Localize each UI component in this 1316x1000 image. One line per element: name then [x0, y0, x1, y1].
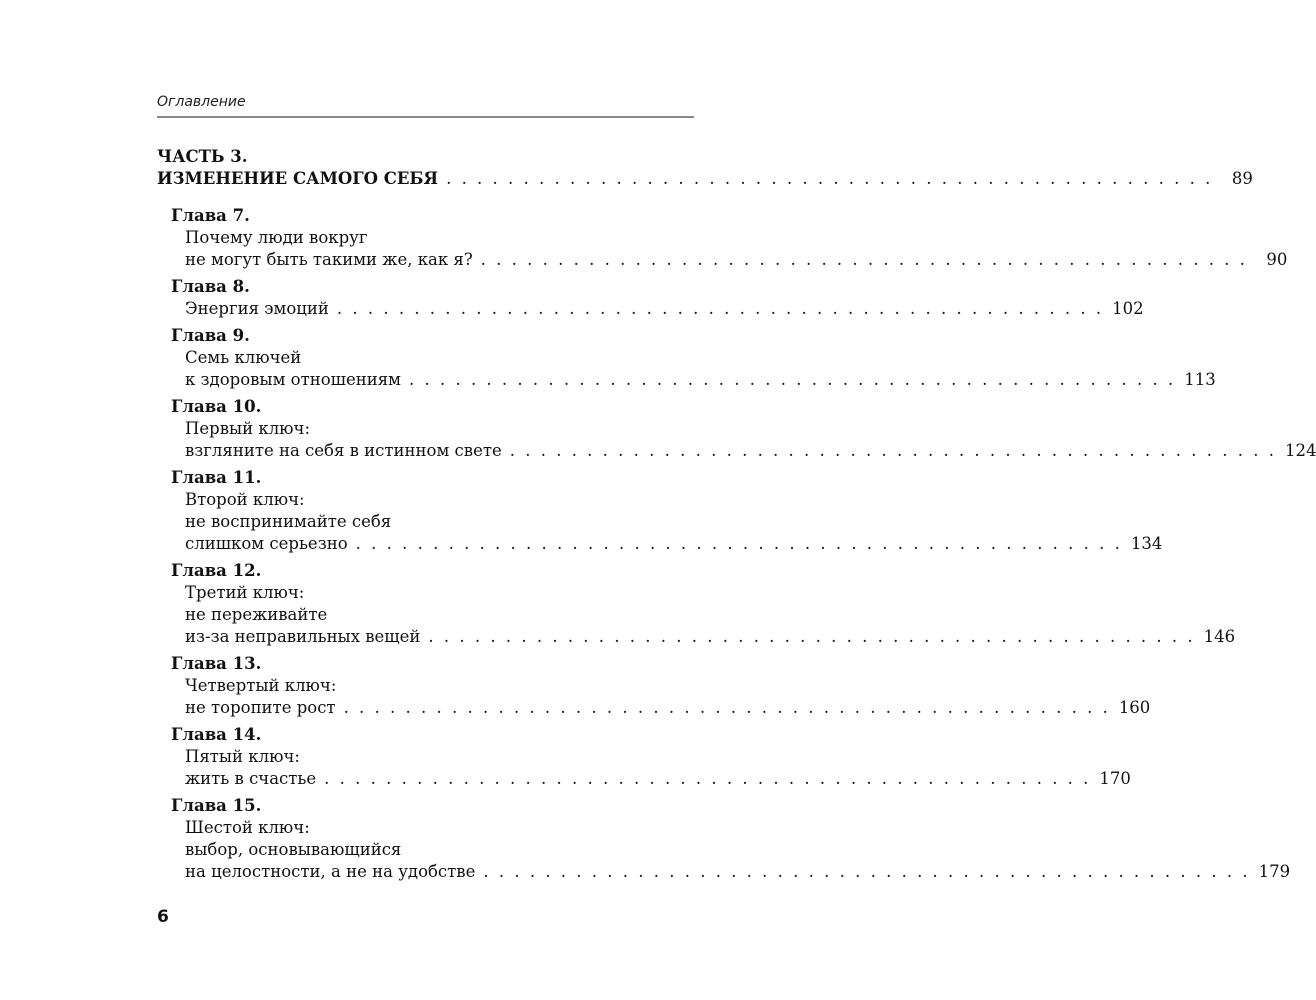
part-label: ЧАСТЬ 3.	[157, 147, 248, 166]
chapter-label: Глава 15.	[171, 796, 262, 815]
dot-leader: . . . . . . . . . . . . . . . . . . . . . . . . . . . . . . . . . . . . . . . . . . . . . . . . . .	[355, 534, 1123, 553]
chapter-page-number: 160	[1118, 698, 1151, 717]
folio-page-number: 6	[157, 907, 169, 927]
chapter-title-line	[185, 768, 1131, 790]
chapter-title-line	[185, 369, 1216, 391]
chapter-label: Глава 12.	[171, 561, 262, 580]
chapter-entry	[171, 795, 1291, 883]
part-entry	[157, 146, 1253, 190]
chapter-title-text: из-за неправильных вещей	[185, 627, 421, 646]
table-of-contents	[157, 146, 1316, 888]
chapter-title-line	[185, 249, 1288, 271]
chapter-title-line: Пятый ключ:	[185, 747, 300, 766]
chapter-entry	[171, 396, 1316, 462]
chapter-title-text: не могут быть такими же, как я?	[185, 250, 473, 269]
chapter-title-text: не торопите рост	[185, 698, 336, 717]
chapter-title-line	[185, 626, 1236, 648]
chapter-title-line: выбор, основывающийся	[185, 840, 402, 859]
chapter-entry	[171, 724, 1131, 790]
chapter-title-line: Семь ключей	[185, 348, 302, 367]
chapter-title-line: Первый ключ:	[185, 419, 311, 438]
chapter-label: Глава 14.	[171, 725, 262, 744]
chapter-label: Глава 10.	[171, 397, 262, 416]
chapter-title	[185, 418, 1316, 462]
chapter-title	[185, 489, 1163, 555]
chapter-label: Глава 13.	[171, 654, 262, 673]
dot-leader: . . . . . . . . . . . . . . . . . . . . . . . . . . . . . . . . . . . . . . . . . . . . . . . . . .	[428, 627, 1196, 646]
chapter-title-line: Почему люди вокруг	[185, 228, 368, 247]
chapter-label: Глава 8.	[171, 277, 250, 296]
chapter-page-number: 113	[1184, 370, 1216, 389]
chapter-title	[185, 817, 1291, 883]
chapter-title	[185, 746, 1131, 790]
part-page-number: 89	[1231, 169, 1253, 188]
chapter-title-line: Второй ключ:	[185, 490, 305, 509]
chapter-title-line: Третий ключ:	[185, 583, 305, 602]
chapter-page-number: 146	[1203, 627, 1236, 646]
chapter-title-line	[185, 298, 1144, 320]
dot-leader: . . . . . . . . . . . . . . . . . . . . . . . . . . . . . . . . . . . . . . . . . . . . . . . . . .	[483, 862, 1251, 881]
chapter-title-text: жить в счастье	[185, 769, 317, 788]
chapter-label: Глава 7.	[171, 206, 250, 225]
chapter-page-number: 134	[1130, 534, 1163, 553]
dot-leader: . . . . . . . . . . . . . . . . . . . . . . . . . . . . . . . . . . . . . . . . . . . . . . . . . .	[480, 250, 1248, 269]
chapter-page-number: 90	[1266, 250, 1288, 269]
dot-leader: . . . . . . . . . . . . . . . . . . . . . . . . . . . . . . . . . . . . . . . . . . . . . . . . . .	[408, 370, 1176, 389]
chapter-title-line: не переживайте	[185, 605, 328, 624]
header-title: Оглавление	[157, 94, 246, 110]
chapter-title-text: Энергия эмоций	[185, 299, 329, 318]
chapter-title	[185, 298, 1144, 320]
chapter-entry	[171, 653, 1151, 719]
chapter-title-text: на целостности, а не на удобстве	[185, 862, 476, 881]
chapter-entry	[171, 325, 1216, 391]
chapter-title-line	[185, 440, 1316, 462]
chapter-label: Глава 9.	[171, 326, 250, 345]
chapter-title-text: слишком серьезно	[185, 534, 348, 553]
chapter-title	[185, 582, 1236, 648]
chapter-title	[185, 347, 1216, 391]
dot-leader: . . . . . . . . . . . . . . . . . . . . . . . . . . . . . . . . . . . . . . . . . . . . . . . . . .	[446, 169, 1213, 188]
chapter-page-number: 170	[1099, 769, 1131, 788]
chapter-entry	[171, 467, 1163, 555]
chapter-title-line	[185, 861, 1291, 883]
dot-leader: . . . . . . . . . . . . . . . . . . . . . . . . . . . . . . . . . . . . . . . . . . . . . . . . . .	[324, 769, 1091, 788]
chapter-title-line	[185, 697, 1151, 719]
chapter-title	[185, 227, 1288, 271]
chapter-page-number: 124	[1284, 441, 1316, 460]
chapter-entry	[171, 276, 1144, 320]
chapter-entry	[171, 560, 1236, 648]
chapter-page-number: 102	[1112, 299, 1144, 318]
part-title: ИЗМЕНЕНИЕ САМОГО СЕБЯ	[157, 169, 439, 188]
chapter-list	[157, 205, 1316, 883]
chapter-title-line: Четвертый ключ:	[185, 676, 337, 695]
chapter-entry	[171, 205, 1288, 271]
chapter-title-line: не воспринимайте себя	[185, 512, 392, 531]
dot-leader: . . . . . . . . . . . . . . . . . . . . . . . . . . . . . . . . . . . . . . . . . . . . . . . . . .	[336, 299, 1104, 318]
chapter-page-number: 179	[1258, 862, 1291, 881]
chapter-title-text: взгляните на себя в истинном свете	[185, 441, 502, 460]
dot-leader: . . . . . . . . . . . . . . . . . . . . . . . . . . . . . . . . . . . . . . . . . . . . . . . . . .	[343, 698, 1111, 717]
chapter-title	[185, 675, 1151, 719]
part-title-line	[157, 168, 1253, 190]
running-header	[157, 93, 694, 118]
chapter-title-text: к здоровым отношениям	[185, 370, 401, 389]
chapter-title-line	[185, 533, 1163, 555]
chapter-label: Глава 11.	[171, 468, 262, 487]
dot-leader: . . . . . . . . . . . . . . . . . . . . . . . . . . . . . . . . . . . . . . . . . . . . . . . . . .	[509, 441, 1277, 460]
chapter-title-line: Шестой ключ:	[185, 818, 310, 837]
